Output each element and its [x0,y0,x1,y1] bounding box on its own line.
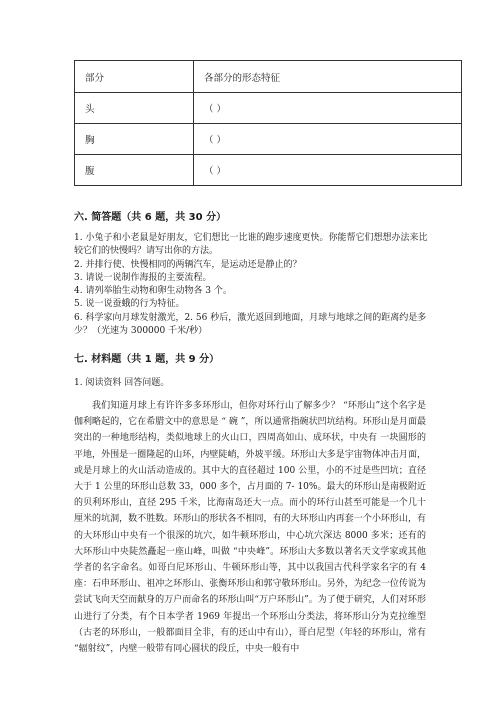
header-part: 部分 [75,61,194,93]
table-row [75,93,462,124]
material-question: 1. 阅读资料 回答问题。 [74,378,170,388]
table-row [75,155,462,186]
body-parts-table [74,60,462,186]
question-item: 1. 小兔子和小老鼠是好朋友，它们想比一比谁的跑步速度更快。你能帮它们想想办法来比较它们的快慢吗？请写出你的方法。 [74,233,428,257]
row-part-abdomen: 腹 [75,155,194,186]
question-item: 6. 科学家向月球发射激光，2. 56 秒后，激光返回到地面，月球与地球之间的距离约是多少？（光速为 300000 千米/秒） [74,312,427,337]
row-part-head: 头 [75,93,194,124]
question-item: 4. 请列举胎生动物和卵生动物各 3 个。 [74,286,232,297]
header-features: 各部分的形态特征 [194,61,462,93]
table-header-row [75,61,462,93]
answer-blank[interactable]: （ ） [194,124,462,155]
section6-title: 六. 简答题（共 6 题，共 30 分） [74,212,227,223]
short-answer-questions [74,232,434,338]
question-item: 5. 说一说蚕蛾的行为特征。 [74,299,185,310]
answer-blank[interactable]: （ ） [194,155,462,186]
question-item: 2. 并排行使、快慢相同的两辆汽车，是运动还是静止的？ [74,259,302,270]
answer-blank[interactable]: （ ） [194,93,462,124]
section7-title: 七. 材料题（共 1 题，共 9 分） [74,354,220,365]
row-part-chest: 胸 [75,124,194,155]
table-row [75,124,462,155]
passage-text: 我们知道月球上有许许多多环形山，但你对环行山了解多少？ “环形山”这个名字是伽利略起的，它在希腊文中的意思是 “ 碗 ”，所以通常指碗状凹坑结构。环形山是月面最突出的一种地形结构，类似地球上的火山口，四周高如山、成环状，中央有 一块圆形的平地，外围是一圈隆起的山环，内壁陡峭，外坡平缓。环形山大多是宇宙物体冲击月面，或是月球上的火山活动造成的。其中大的直径超过 100 公里，小的不过是些凹坑；直径大于 1 公里的环形山总数 33，000 多个，占月面的 7- 10%。最大的环形山是南极附近的贝利环形山，直径 295 千米，比海南岛还大一点。而小的环行山甚至可能是一个几十厘米的坑洞，数不胜数。环形山的形状各不相同，有的大环形山内再套一个小环形山，有的大环形山中央有一个很深的坑穴，如牛顿环形山，中心坑穴深达 8000 多米；还有的大环形山中央陡然矗起一座山峰，叫做 “中央峰”。环形山大多数以著名天文学家或其他学者的名字命名。如哥白尼环形山、牛顿环形山等，其中以我国古代科学家名字的有 4 座：石申环形山、祖冲之环形山、张衡环形山和郭守敬环形山。另外，为纪念一位传说为尝试飞向天空而献身的万户而命名的环形山叫“万户环形山”。为了便于研究，人们对环形山进行了分类，有个日本学者 1969 年提出一个环形山分类法，将环形山分为克拉维型（古老的环形山，一般都面目全非，有的还山中有山），哥白尼型（年轻的环形山，常有 “辐射纹”，内壁一般带有同心圆状的段丘，中央一般有中 [74,401,426,655]
question-item: 3. 请说一说制作海报的主要流程。 [74,272,212,283]
reading-passage [74,398,426,657]
